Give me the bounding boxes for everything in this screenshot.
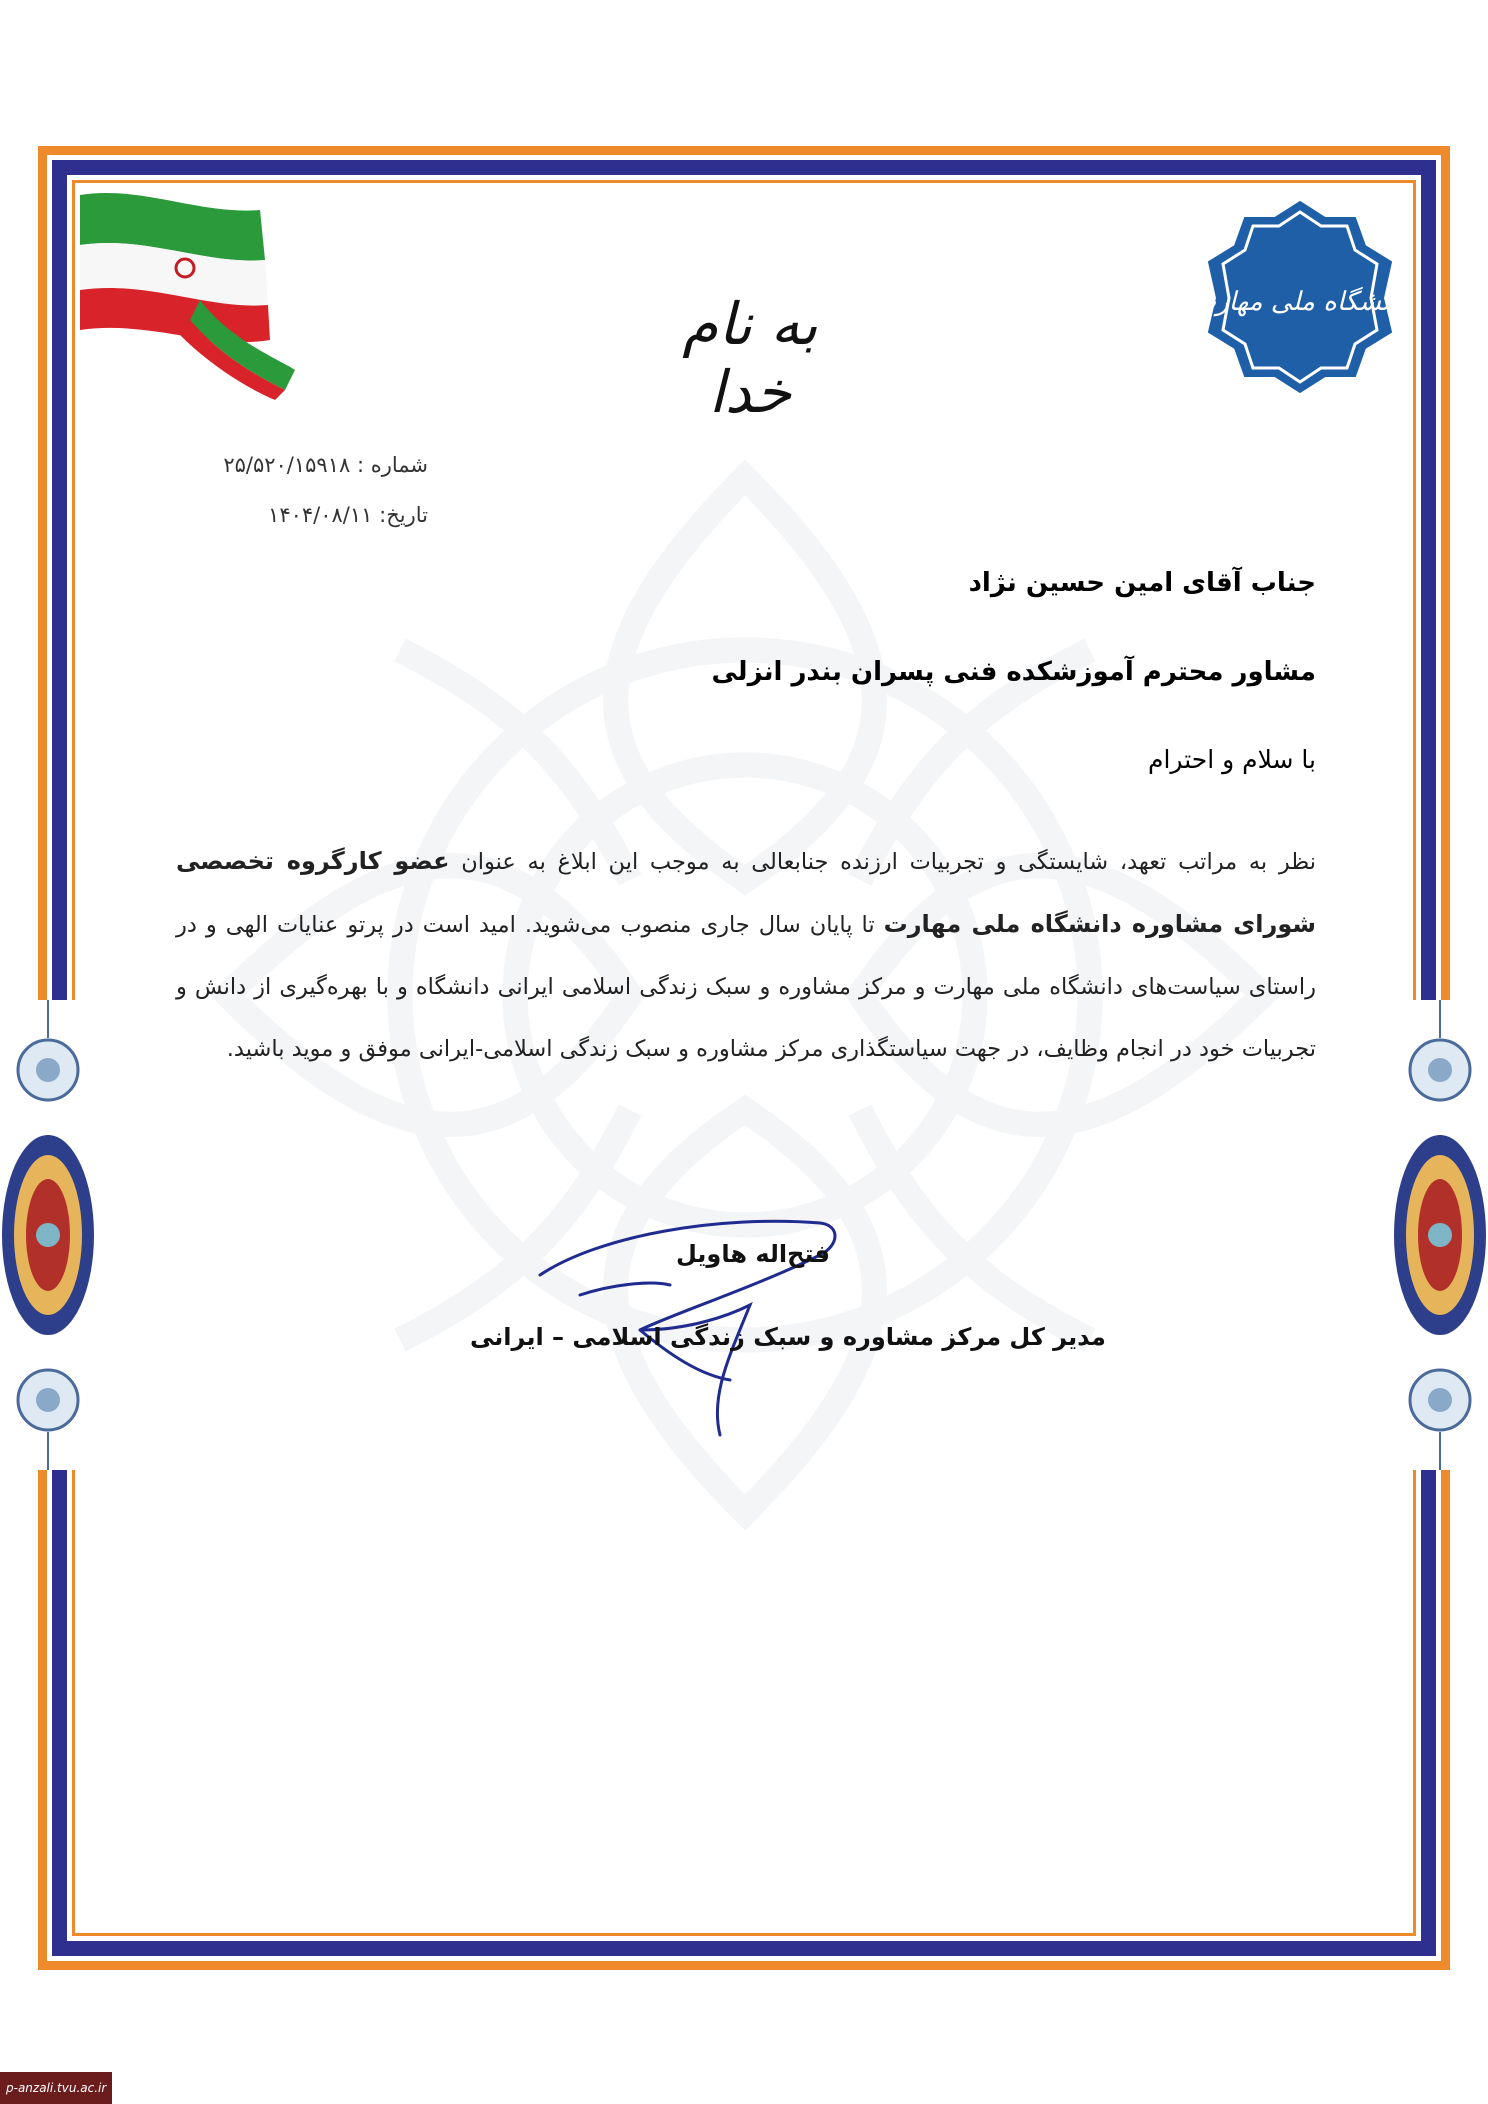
bismillah-heading: به نام خدا bbox=[682, 290, 818, 426]
date-label: تاریخ: bbox=[379, 503, 428, 527]
signatory-name: فتح‌اله هاویل bbox=[676, 1240, 830, 1268]
addressee-title: مشاور محترم آموزشکده فنی پسران بندر انزلی bbox=[711, 657, 1316, 687]
iran-flag-icon bbox=[80, 190, 300, 400]
body-bold: عضو کارگروه تخصصی شورای مشاوره دانشگاه ملی مهارت bbox=[176, 847, 1316, 938]
body-part2: تا پایان سال جاری منصوب می‌شوید. امید است در پرتو عنایات الهی و در راستای سیاست‌های دانشگاه ملی مهارت و مرکز مشاوره و سبک زندگی اسلامی ایرانی دانشگاه و با بهره‌گیری از دانش و تجربیات خود در انجام وظایف، در جهت سیاستگذاری مرکز مشاوره و سبک زندگی اسلامی-ایرانی موفق و موید باشید. bbox=[176, 912, 1316, 1062]
body-part1: نظر به مراتب تعهد، شایستگی و تجربیات ارزنده جنابعالی به موجب این ابلاغ به عنوان bbox=[449, 849, 1316, 875]
number-value: ۲۵/۵۲۰/۱۵۹۱۸ bbox=[223, 453, 351, 477]
signatory-title: مدیر کل مرکز مشاوره و سبک زندگی اسلامی – ایرانی bbox=[470, 1323, 1106, 1351]
letter-date bbox=[198, 490, 428, 540]
letter-meta bbox=[198, 440, 428, 540]
addressee: جناب آقای امین حسین نژاد bbox=[968, 568, 1316, 598]
site-tag[interactable]: p-anzali.tvu.ac.ir bbox=[0, 2072, 112, 2104]
logo-text: دانشگاه ملی مهارت bbox=[1191, 287, 1409, 317]
university-logo bbox=[1191, 198, 1409, 396]
left-ornament bbox=[0, 1000, 96, 1470]
letter-body bbox=[176, 830, 1316, 1080]
right-ornament bbox=[1392, 1000, 1488, 1470]
greeting: با سلام و احترام bbox=[1148, 745, 1316, 774]
letter-number bbox=[198, 440, 428, 490]
date-value: ۱۴۰۴/۰۸/۱۱ bbox=[268, 503, 373, 527]
number-label: شماره : bbox=[356, 453, 428, 477]
